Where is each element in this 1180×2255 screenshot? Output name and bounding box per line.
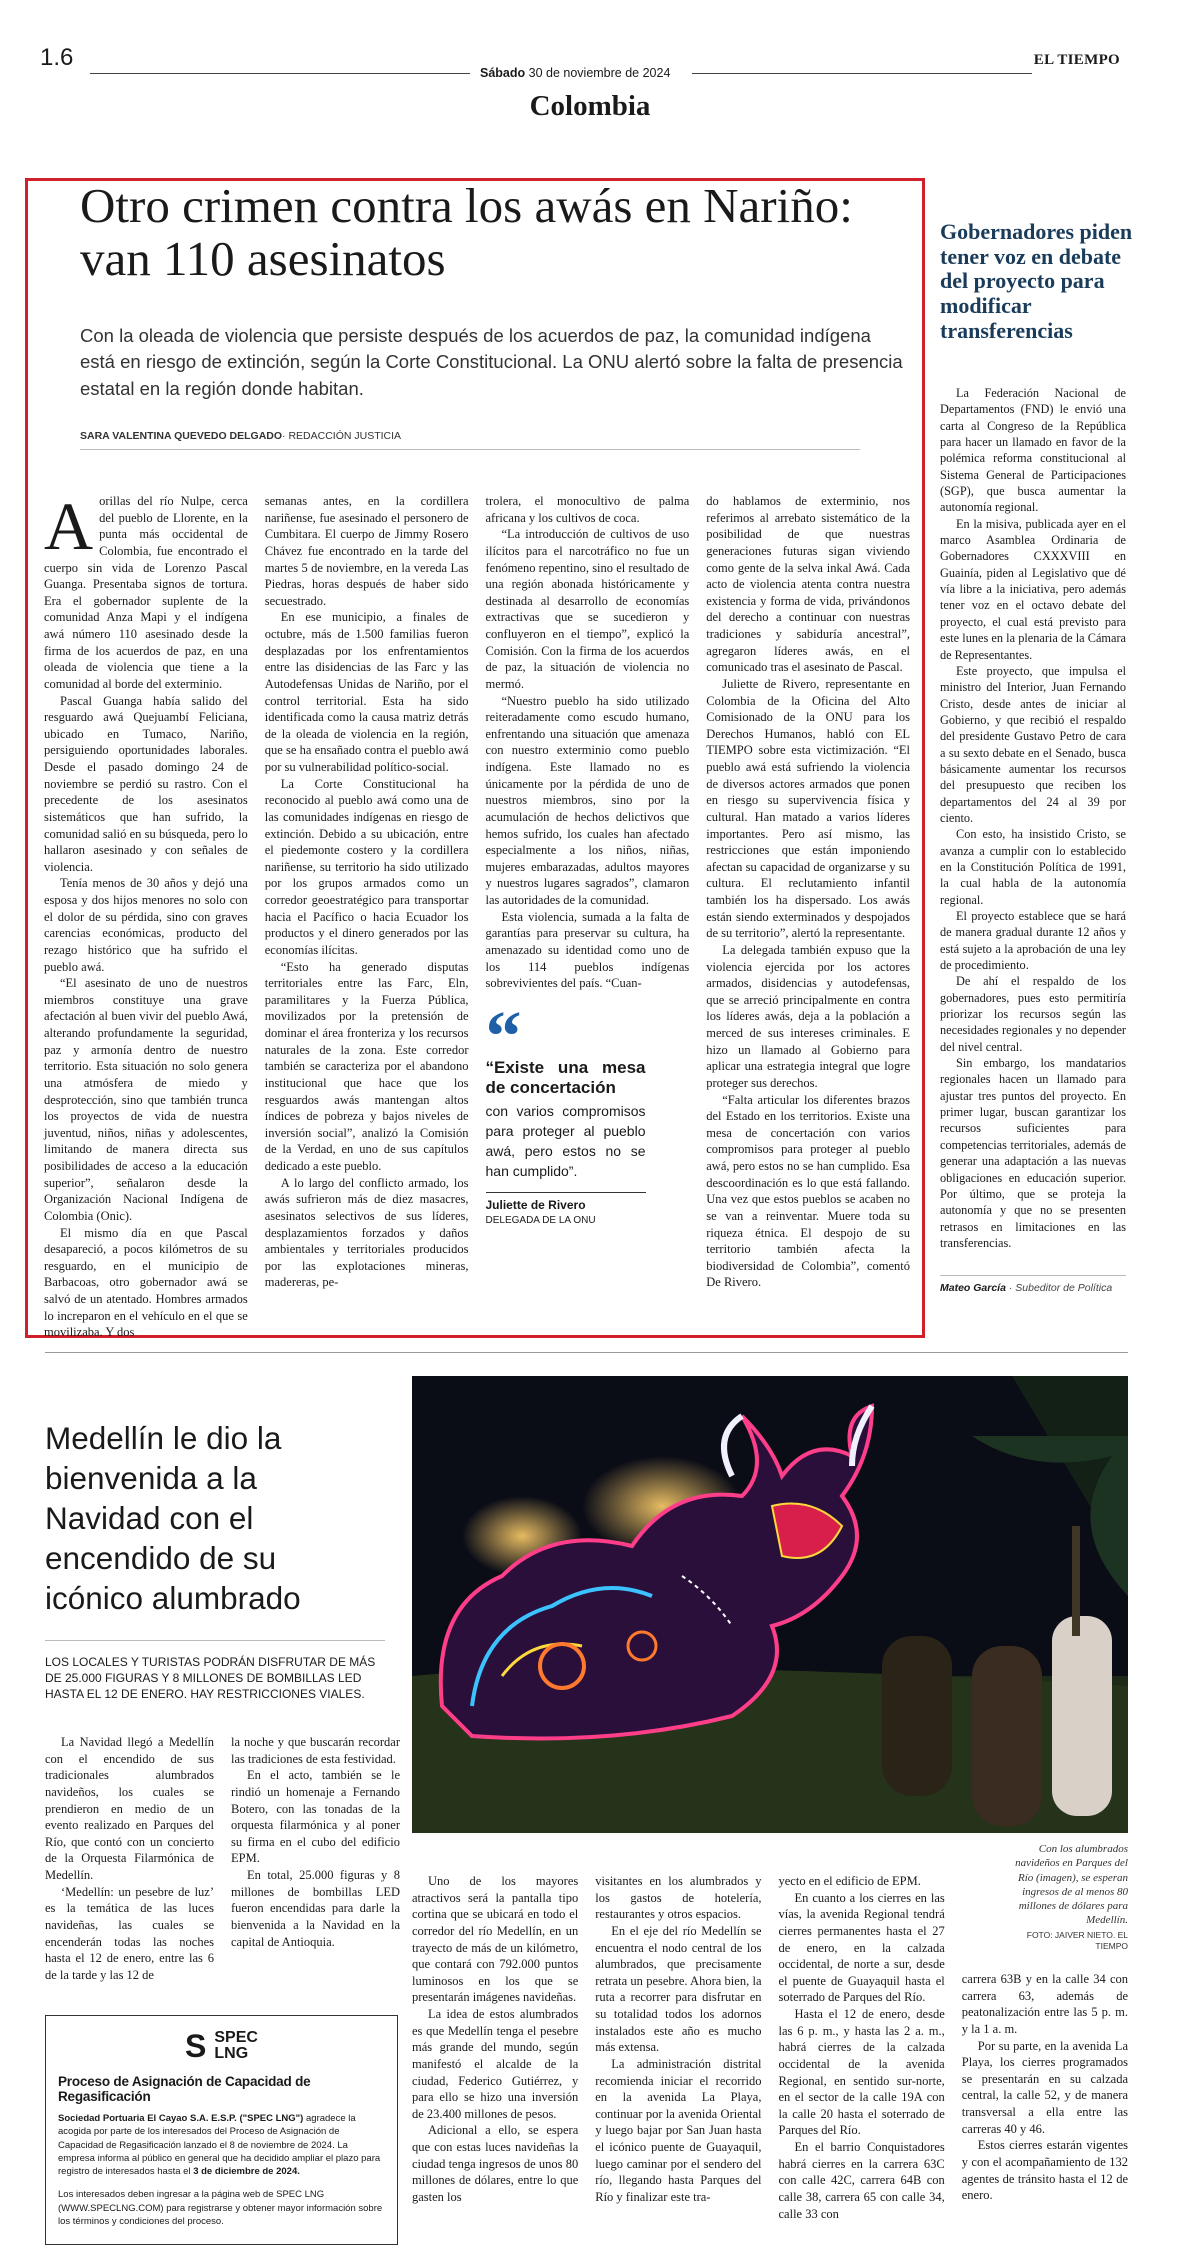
second-column-4 [595, 1873, 761, 2253]
main-article-body [44, 488, 910, 1340]
second-paragraph: En el acto, también se le rindió un homenaje a Fernando Botero, con las tonadas de la orquesta filarmónica y al poner su firma en el cubo del edificio EPM. [231, 1768, 400, 1866]
quote-highlight: “Existe una mesa de concertación [485, 1057, 646, 1098]
header-rule-right [692, 73, 1032, 74]
main-paragraph: Juliette de Rivero, representante en Colombia de la Oficina del Alto Comisionado de la ONU para los Derechos Humanos, habló con EL TIEMPO sobre esta victimización. “El pueblo awá está sufriendo la violencia de diversos actores armados que ponen en riesgo su supervivencia física y cultural. Han matado a varios líderes importantes. Pero así mismo, las restricciones que están imponiendo afectan su capacidad de organizarse y su cultura. El reclutamiento infantil también los ha dispersado. Los awás están siendo exterminados y despojados de su territorio”, alertó la representante. [706, 676, 910, 941]
second-paragraph: visitantes en los alumbrados y los gastos de hotelería, restaurantes y otros espacios. [595, 1874, 762, 1922]
byline-name: SARA VALENTINA QUEVEDO DELGADO [80, 430, 283, 442]
logo-line-2: LNG [214, 2045, 249, 2062]
main-paragraph: El mismo día en que Pascal desapareció, a pocos kilómetros de su resguardo, en el municipio de Barbacoas, otro gobernador awá se salvó de un atentado. Hombres armados lo increparon en el vehículo en el que se movilizaba. Y dos [44, 1225, 248, 1340]
main-paragraph: do hablamos de exterminio, nos referimos al arrebato sistemático de la posibilidad de que nuestras generaciones futuras sigan viviendo como gente de la selva inkal Awá. Cada acto de violencia atenta contra nuestra existencia y forma de vida, privándonos del derecho a continuar con nuestras tradiciones y sabiduría ancestral”, agregaron líderes awás, en el comunicado tras el asesinato de Pascal. [706, 494, 910, 675]
spec-lng-ad [45, 2015, 398, 2245]
newspaper-brand: EL TIEMPO [1033, 52, 1120, 68]
main-column-1 [44, 488, 248, 1340]
main-lede: Con la oleada de violencia que persiste después de los acuerdos de paz, la comunidad indígena está en riesgo de extinción, según la Corte Constitucional. La ONU alertó sobre la falta de presencia estatal en la región donde habitan. [80, 325, 903, 399]
side-author-name: Mateo García [940, 1282, 1006, 1294]
christmas-lights-photo [412, 1376, 1128, 1833]
quote-author-role: DELEGADA DE LA ONU [485, 1214, 596, 1226]
main-paragraph: En ese municipio, a finales de octubre, más de 1.500 familias fueron desplazadas por los enfrentamientos entre las disidencias de las Farc y las Autodefensas Unidas de Nariño, por el control territorial. Esta ha sido identificada como la causa matriz detrás de la oleada de violencia en la región, que se ha ensañado contra el pueblo awá por su vulnerabilidad político-social. [264, 610, 469, 774]
second-headline: Medellín le dio la bienvenida a la Navidad con el encendido de su icónico alumbrado [45, 1420, 301, 1616]
photo-credit: FOTO: JAIVER NIETO. EL TIEMPO [1026, 1929, 1128, 1951]
ad-body [58, 2112, 385, 2178]
quote-text: con varios compromisos para proteger al pueblo awá, pero estos no se han cumplido”. [485, 1102, 646, 1180]
ad-company: Sociedad Portuaria El Cayao S.A. E.S.P. ("SPEC LNG") [58, 2113, 304, 2124]
main-paragraph: La Corte Constitucional ha reconocido al pueblo awá como una de las comunidades indígenas en riesgo de extinción. Debido a su ubicación, entre el piedemonte costero y la cordillera nariñense, su territorio ha sido utilizado por los grupos armados como un corredor geoestratégico para transportar hacia el Pacífico o hacia Ecuador los productos y el dinero generados por las economías ilícitas. [264, 776, 469, 957]
second-paragraph: Uno de los mayores atractivos será la pantalla tipo cortina que se ubicará en todo el corredor del río Medellín, en un trayecto de más de un kilómetro, que contará con 792.000 puntos luminosos en los que se presentarán imágenes navideñas. [412, 1874, 579, 2005]
photo-illustration [412, 1376, 1128, 1833]
main-paragraph: “Nuestro pueblo ha sido utilizado reiteradamente como escudo humano, enfrentando una situación que amenaza con nuestro exterminio como pueblo indígena. Este llamado no es únicamente por la pérdida de uno de nuestros miembros, sino por la acumulación de hechos delictivos que hemos sufrido, los cuales han afectado especialmente a los niños, niñas, mujeres embarazadas, adultos mayores y nuestros lugares sagrados”, clamaron las autoridades de la comunidad. [485, 693, 690, 907]
ad-deadline: 3 de diciembre de 2024. [193, 2166, 300, 2178]
second-paragraph: yecto en el edificio de EPM. [778, 1874, 921, 1888]
second-paragraph: En el barrio Conquistadores habrá cierres en la carrera 63C con calle 42C, carrera 64B con calle 38, carrera 65 con calle 34, calle 33 con [778, 2140, 945, 2221]
main-paragraph: orillas del río Nulpe, cerca del pueblo de Llorente, en la punta más occidental de Colombia, fue encontrado el cuerpo sin vida de Lorenzo Pascal Guanga. Presentaba signos de tortura. Era el gobernador suplente de la comunidad Anza Mapi y el indígena awá número 110 asesinado desde la firma de los acuerdos de paz, en una oleada de violencia que tiene a la comunidad al borde del exterminio. [44, 494, 248, 691]
main-paragraph: “La introducción de cultivos de uso ilícitos para el narcotráfico no fue un fenómeno repentino, sino el resultado de una región abonada históricamente y destinada al desarrollo de economías extractivas que se sucedieron y confluyeron en el tiempo”, explicó la Comisión. Con la firma de los acuerdos de paz, la situación de violencia no mermó. [485, 527, 690, 691]
ad-registration-text: Los interesados deben ingresar a la página web de SPEC LNG (WWW.SPECLNG.COM) para registrarse y obtener mayor información sobre los términos y condiciones del proceso. [58, 2189, 383, 2228]
section-divider [45, 1352, 1128, 1353]
byline-rule [80, 449, 860, 450]
second-paragraph: La administración distrital recomienda iniciar el recorrido en la avenida La Playa, continuar por la avenida Oriental y luego bajar por San Juan hasta el icónico puente de Guayaquil, luego caminar por el sendero del río, llegando hasta Parques del Río y finalizar este tra- [595, 2056, 762, 2204]
page-number: 1.6 [40, 44, 74, 71]
main-column-4 [706, 493, 910, 1323]
second-column-5 [779, 1873, 945, 2253]
ad-body-text: agradece la acogida por parte de los interesados del Proceso de Asignación de Capacidad de Regasificación lanzado el 8 de noviembre de 2024. La empresa informa al público en general que ha decidido ampliar el plazo para registro de interesados hasta el [58, 2113, 381, 2178]
spec-lng-logo [58, 2030, 385, 2062]
main-paragraph: “Falta articular los diferentes brazos del Estado en los territorios. Existe una mesa de concertación con varios compromisos para proteger al pueblo awá, pero estos no se han cumplido. Esa descoordinación es lo que está fallando. Una vez que estos pueblos se acaben no se van a reinventar. Muere toda su riqueza étnica. El despojo de su territorio también afecta la biodiversidad de Colombia”, comentó De Rivero. [706, 1092, 910, 1290]
section-title: Colombia [529, 90, 651, 122]
issue-date-text: 30 de noviembre de 2024 [525, 66, 671, 80]
main-paragraph: trolera, el monocultivo de palma africana y los cultivos de coca. [485, 494, 690, 525]
main-paragraph: La delegada también expuso que la violencia ejercida por los actores armados, disidencias y autodefensas, que se arreció principalmente en contra los líderes awás, deja a la población a merced de sus intereses criminales. E hizo un llamado al Gobierno para aplicar una estrategia integral que logre proteger sus derechos. [706, 942, 910, 1090]
second-paragraph: ‘Medellín: un pesebre de luz’ es la temática de las luces navideñas, las cuales se encenderán todas las noches hasta el 12 de enero, entre las 6 de la tarde y las 12 de [45, 1884, 214, 1982]
main-paragraph: A lo largo del conflicto armado, los awás sufrieron más de diez masacres, asesinatos selectivos de sus líderes, desplazamientos forzados y daños ambientales y territoriales producidos por las explotaciones mineras, madereras, pe- [264, 1175, 469, 1290]
second-paragraph: La idea de estos alumbrados es que Medellín tenga el pesebre más grande del mundo, según manifestó el alcalde de la ciudad, Federico Gutiérrez, y para ello se hizo una inversión de 23.400 millones de pesos. [412, 2007, 579, 2121]
second-paragraph: La Navidad llegó a Medellín con el encendido de sus tradicionales alumbrados navideños, los cuales se prendieron en medio de un evento realizado en Parques del Río, que contó con un concierto de la Orquesta Filarmónica de Medellín. [45, 1735, 214, 1882]
side-paragraph: Este proyecto, que impulsa el ministro del Interior, Juan Fernando Cristo, desde antes de iniciar al Gobierno, y que recibió el respaldo del presidente Gustavo Petro de cara a su sexto debate en el Senado, busca básicamente aumentar los recursos del presupuesto que reciben los departamentos del 24 al 39 por ciento. [940, 663, 1126, 825]
quote-author: Juliette de Rivero [486, 1192, 646, 1214]
side-paragraph: En la misiva, publicada ayer en el marco Asamblea Ordinaria de Gobernadores CXXXVIII en Guainía, piden al Legislativo que dé vía libre a la iniciativa, pero además tener voz en el octavo debate del proyecto, el cual está previsto para este lunes en la plenaria de la Cámara de Representantes. [940, 516, 1126, 662]
main-paragraph: Esta violencia, sumada a la falta de garantías para preservar su cultura, ha amenazado su identidad como uno de los 114 pueblos indígenas sobrevivientes del país. “Cuan- [485, 909, 690, 991]
byline [80, 430, 401, 442]
side-paragraph: La Federación Nacional de Departamentos (FND) le envió una carta al Congreso de la República para hacer un llamado en favor de la polémica reforma constitucional al Sistema General de Participaciones (SGP), que busca aumentar la autonomía regional. [940, 386, 1126, 515]
second-paragraph: En el eje del río Medellín se encuentra el nodo central de los alumbrados, que precisamente retrata un pesebre. Ahora bien, la ruta a recorrer para disfrutar en su totalidad todos los adornos instalados este año es mucho más extensa. [595, 1923, 762, 2055]
second-paragraph: Adicional a ello, se espera que con estas luces navideñas la ciudad tenga ingresos de unos 80 millones de dólares, entre lo que gasten los [412, 2123, 579, 2204]
logo-wordmark [214, 2030, 258, 2062]
side-author [940, 1282, 1112, 1294]
second-column-3 [412, 1873, 578, 2253]
second-paragraph: la noche y que buscarán recordar las tradiciones de esta festividad. [231, 1735, 400, 1766]
logo-line-1: SPEC [214, 2029, 258, 2046]
byline-desk: · REDACCIÓN JUSTICIA [282, 430, 402, 442]
side-paragraph: Sin embargo, los mandatarios regionales hacen un llamado para ajustar tres puntos del proyecto. En primer lugar, buscan garantizar los recursos suficientes para competencias territoriales, además de generar una adaptación a las nuevas obligaciones en educación superior. Por último, que se proteja la autonomía y que no se presenten retrasos en limitaciones en las transferencias. [940, 1056, 1126, 1250]
side-author-rule [940, 1275, 1126, 1276]
second-paragraph: Estos cierres estarán vigentes y con el acompañamiento de 132 agentes de tránsito hasta el 12 de enero. [961, 2138, 1128, 2203]
second-article-body-right [412, 1873, 1128, 2253]
main-paragraph: Tenía menos de 30 años y dejó una esposa y dos hijos menores no solo con el dolor de su pérdida, sino con graves carencias económicas, producto del rezago histórico que ha sufrido el pueblo awá. [44, 876, 248, 974]
main-paragraph: “Esto ha generado disputas territoriales entre las Farc, Eln, paramilitares y la Fuerza Pública, movilizados por la pretensión de dominar el área fronteriza y los recursos naturales de la zona. Este corredor también se caracteriza por el abandono institucional que hace que los resguardos awás mantengan altos índices de pobreza y bajos niveles de inversión social”, analizó la Comisión de la Verdad, en uno de sus capítulos dedicado a este pueblo. [264, 959, 469, 1173]
second-headline-rule [45, 1640, 385, 1641]
second-column-6 [962, 1873, 1128, 2253]
ad-title: Proceso de Asignación de Capacidad de Regasificación [58, 2074, 311, 2104]
side-paragraph: El proyecto establece que se hará de manera gradual durante 12 años y está sujeto a la aprobación de una ley de procedimiento. [940, 909, 1126, 973]
side-paragraph: De ahí el respaldo de los gobernadores, pues esto permitiría priorizar los recursos según las necesidades regionales y no depender del nivel central. [940, 974, 1126, 1054]
side-headline: Gobernadores piden tener voz en debate del proyecto para modificar transferencias [940, 219, 1133, 343]
issue-date [480, 66, 670, 80]
side-author-role: · Subeditor de Política [1008, 1282, 1113, 1294]
caption-text: Con los alumbrados navideños en Parques del Río (imagen), se esperan ingresos de al menos 80 millones de dólares para Medellín. [1015, 1843, 1128, 1927]
side-paragraph: Con esto, ha insistido Cristo, se avanza a cumplir con lo establecido en la Constitución Política de 1991, la cual habla de la autonomía regional. [940, 827, 1126, 907]
main-headline: Otro crimen contra los awás en Nariño: van 110 asesinatos [80, 178, 853, 286]
second-article-body-left [45, 1734, 400, 2024]
second-paragraph: Hasta el 12 de enero, desde las 6 p. m., y hasta las 2 a. m., habrá cierres de la calzada occidental de la avenida Regional, en sentido sur-norte, en el sector de la calle 19A con la calle 20 hasta el soterrado de Parques del Río. [778, 2007, 945, 2138]
second-column-1 [45, 1734, 214, 2024]
pull-quote [485, 995, 646, 1227]
dropcap: A [44, 488, 94, 564]
main-column-3 [486, 493, 690, 1323]
second-paragraph: carrera 63B y en la calle 34 con carrera 63, además de peatonalización entre las 5 p. m. y la 1 a. m. [961, 1972, 1128, 2036]
main-column-2 [265, 493, 469, 1323]
side-article-body [940, 385, 1126, 1265]
second-paragraph: En cuanto a los cierres en las vías, la avenida Regional tendrá cierres permanentes hasta el 27 de enero, en la calzada occidental, de norte a sur, desde el puente de Guayaquil hasta el soterrado de Parques del Río. [778, 1890, 945, 2005]
second-column-2 [231, 1734, 400, 2024]
main-paragraph: semanas antes, en la cordillera nariñense, fue asesinado el personero de Cumbitara. El cuerpo de Jimmy Rosero Chávez fue encontrado en la tarde del martes 5 de noviembre, en la vereda Las Piedras, horas después de haber sido secuestrado. [264, 494, 469, 608]
quote-mark-icon: “ [485, 995, 522, 1076]
header-rule-left [90, 73, 470, 74]
second-lede: LOS LOCALES Y TURISTAS PODRÁN DISFRUTAR DE MÁS DE 25.000 FIGURAS Y 8 MILLONES DE BOMBILLAS LED HASTA EL 12 DE ENERO. HAY RESTRICCIONES VIALES. [45, 1655, 376, 1701]
second-paragraph: Por su parte, en la avenida La Playa, los cierres programados se presentarán en su calzada central, la calle 52, y de manera transversal a ella entre las carreras 40 y 46. [961, 2038, 1128, 2136]
second-paragraph: En total, 25.000 figuras y 8 millones de bombillas LED fueron encendidas para darle la bienvenida a la Navidad en la capital de Antioquia. [231, 1868, 400, 1949]
issue-day: Sábado [480, 66, 526, 80]
main-paragraph: “El asesinato de uno de nuestros miembros constituye una grave afectación al buen vivir del pueblo Awá, alterando profundamente la seguridad, paz y armonía dentro de nuestro territorio. Esta situación no solo genera una atmósfera de miedo y desprotección, sino que también trunca los proyectos de vida de nuestra juventud, niños, niñas y adolescentes, limitando de manera directa sus posibilidades de acceso a la educación superior”, señalaron desde la Organización Nacional Indígena de Colombia (Onic). [44, 976, 248, 1223]
main-paragraph: Pascal Guanga había salido del resguardo awá Quejuambí Feliciana, ubicado en Tumaco, Nariño, persiguiendo oportunidades laborales. Desde el pasado domingo 24 de noviembre se perdió su rastro. Con el precedente de los asesinatos sistemáticos que han sufrido, la comunidad salió en su búsqueda, pero lo hallaron asesinado y con señales de violencia. [44, 693, 248, 874]
spec-lng-logo-icon: S [185, 2028, 207, 2064]
